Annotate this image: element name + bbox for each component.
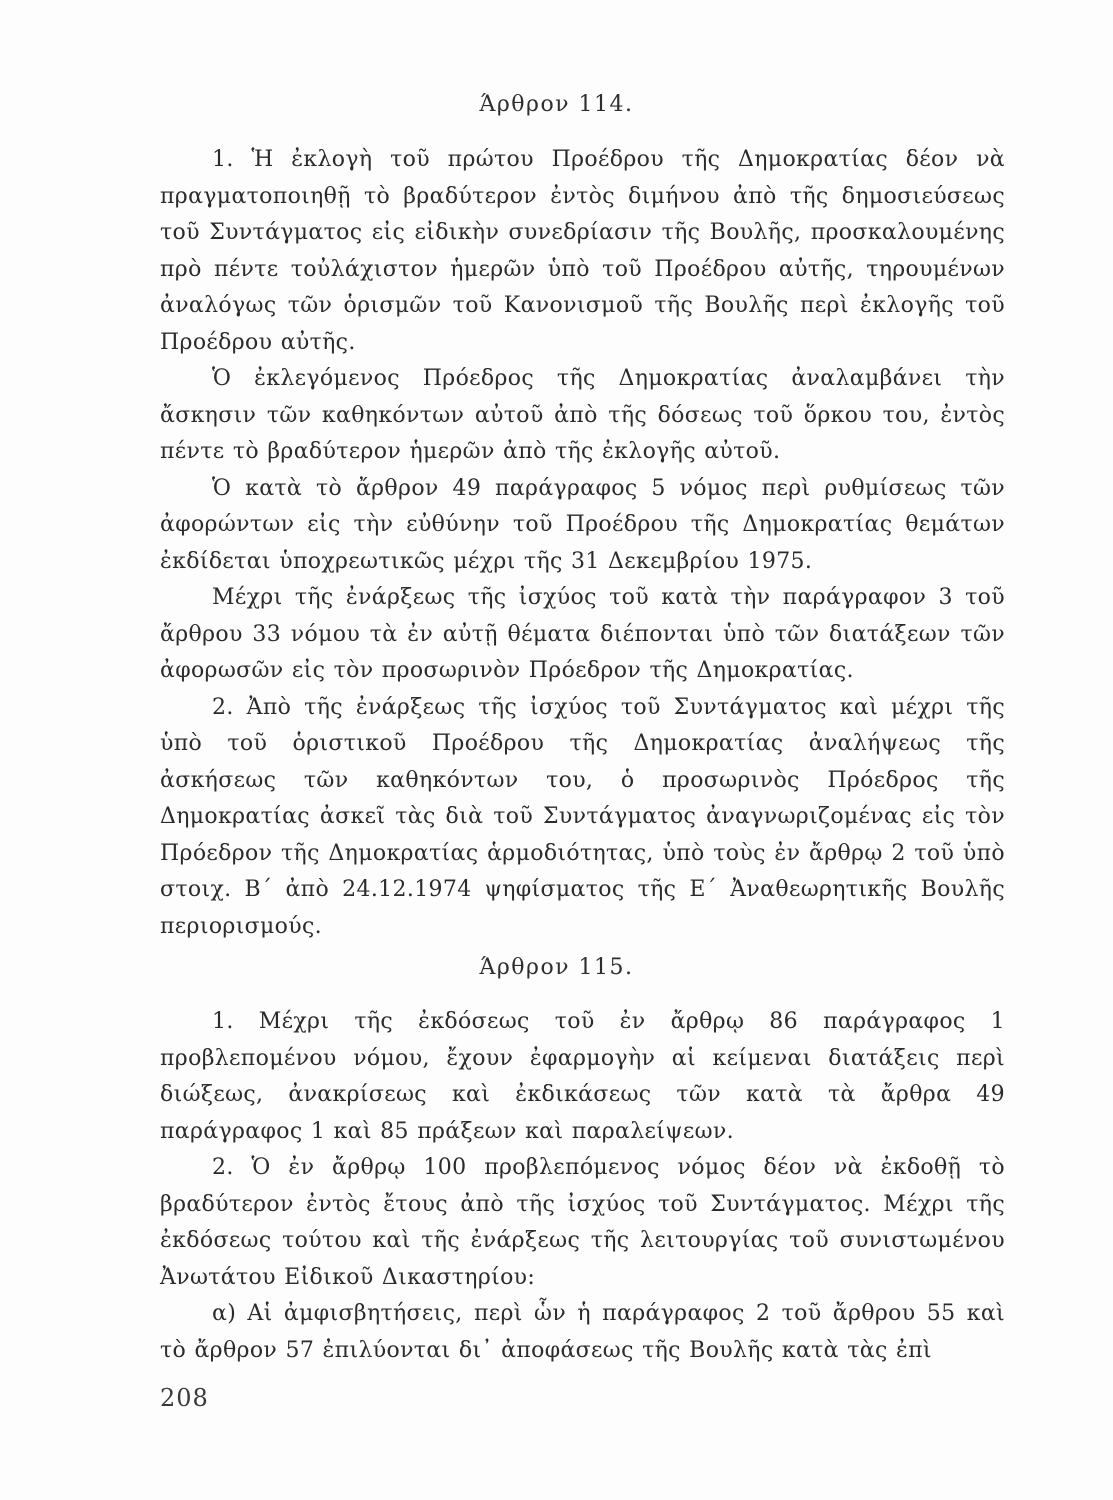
article-114-paragraph-2: Ὁ ἐκλεγόμενος Πρόεδρος τῆς Δημοκρατίας ἀναλαμβάνει τὴν ἄσκησιν τῶν καθηκόντων αὐτοῦ ἀπὸ τῆς δόσεως τοῦ ὅρκου του, ἐντὸς πέντε τὸ βραδύτερον ἡμερῶν ἀπὸ τῆς ἐκλογῆς αὐτοῦ.: [160, 366, 1005, 464]
article-115-paragraph-3: α) Αἱ ἀμφισβητήσεις, περὶ ὧν ἡ παράγραφος 2 τοῦ ἄρθρου 55 καὶ τὸ ἄρθρον 57 ἐπιλύονται δι᾽ ἀποφάσεως τῆς Βουλῆς κατὰ τὰς ἐπὶ: [160, 1301, 1005, 1363]
article-115-paragraph-1: 1. Μέχρι τῆς ἐκδόσεως τοῦ ἐν ἄρθρῳ 86 παράγραφος 1 προβλεπομένου νόμου, ἔχουν ἐφαρμογὴν αἱ κείμεναι διατάξεις περὶ διώξεως, ἀνακρίσεως καὶ ἐκδικάσεως τῶν κατὰ τὰ ἄρθρα 49 παράγραφος 1 καὶ 85 πράξεων καὶ παραλείψεων.: [160, 1009, 1005, 1144]
article-114-paragraph-1: 1. Ἡ ἐκλογὴ τοῦ πρώτου Προέδρου τῆς Δημοκρατίας δέον νὰ πραγματοποιηθῇ τὸ βραδύτερον ἐντὸς διμήνου ἀπὸ τῆς δημοσιεύσεως τοῦ Συντάγματος εἰς εἰδικὴν συνεδρίασιν τῆς Βουλῆς, προσκαλουμένης πρὸ πέντε τοὐλάχιστον ἡμερῶν ὑπὸ τοῦ Προέδρου αὐτῆς, τηρουμένων ἀναλόγως τῶν ὁρισμῶν τοῦ Κανονισμοῦ τῆς Βουλῆς περὶ ἐκλογῆς τοῦ Προέδρου αὐτῆς.: [160, 147, 1005, 355]
article-114-heading: Άρθρον 114.: [479, 92, 634, 117]
article-114-body: [160, 142, 1005, 945]
article-114-paragraph-5: 2. Ἀπὸ τῆς ἐνάρξεως τῆς ἰσχύος τοῦ Συντάγματος καὶ μέχρι τῆς ὑπὸ τοῦ ὁριστικοῦ Προέδρου τῆς Δημοκρατίας ἀναλήψεως τῆς ἀσκήσεως τῶν καθηκόντων του, ὁ προσωρινὸς Πρόεδρος τῆς Δημοκρατίας ἀσκεῖ τὰς διὰ τοῦ Συντάγματος ἀναγνωριζομένας εἰς τὸν Πρόεδρον τῆς Δημοκρατίας ἁρμοδιότητας, ὑπὸ τοὺς ἐν ἄρθρῳ 2 τοῦ ὑπὸ στοιχ. Β΄ ἀπὸ 24.12.1974 ψηφίσματος τῆς Ε΄ Ἀναθεωρητικῆς Βουλῆς περιορισμούς.: [160, 694, 1005, 939]
article-114-paragraph-3: Ὁ κατὰ τὸ ἄρθρον 49 παράγραφος 5 νόμος περὶ ρυθμίσεως τῶν ἀφορώντων εἰς τὴν εὐθύνην τοῦ Προέδρου τῆς Δημοκρατίας θεμάτων ἐκδίδεται ὑποχρεωτικῶς μέχρι τῆς 31 Δεκεμβρίου 1975.: [160, 475, 1005, 574]
article-115-paragraph-2: 2. Ὁ ἐν ἄρθρῳ 100 προβλεπόμενος νόμος δέον νὰ ἐκδοθῇ τὸ βραδύτερον ἐντὸς ἔτους ἀπὸ τῆς ἰσχύος τοῦ Συντάγματος. Μέχρι τῆς ἐκδόσεως τούτου καὶ τῆς ἐνάρξεως τῆς λειτουργίας τοῦ συνιστωμένου Ἀνωτάτου Εἰδικοῦ Δικαστηρίου:: [160, 1155, 1005, 1290]
page-number: 208: [160, 1384, 209, 1412]
article-114-paragraph-4: Μέχρι τῆς ἐνάρξεως τῆς ἰσχύος τοῦ κατὰ τὴν παράγραφον 3 τοῦ ἄρθρου 33 νόμου τὰ ἐν αὐτῇ θέματα διέπονται ὑπὸ τῶν διατάξεων τῶν ἀφορωσῶν εἰς τὸν προσωρινὸν Πρόεδρον τῆς Δημοκρατίας.: [160, 585, 1005, 683]
article-115-body: [160, 1004, 1005, 1369]
article-115-heading: Άρθρον 115.: [479, 955, 634, 980]
